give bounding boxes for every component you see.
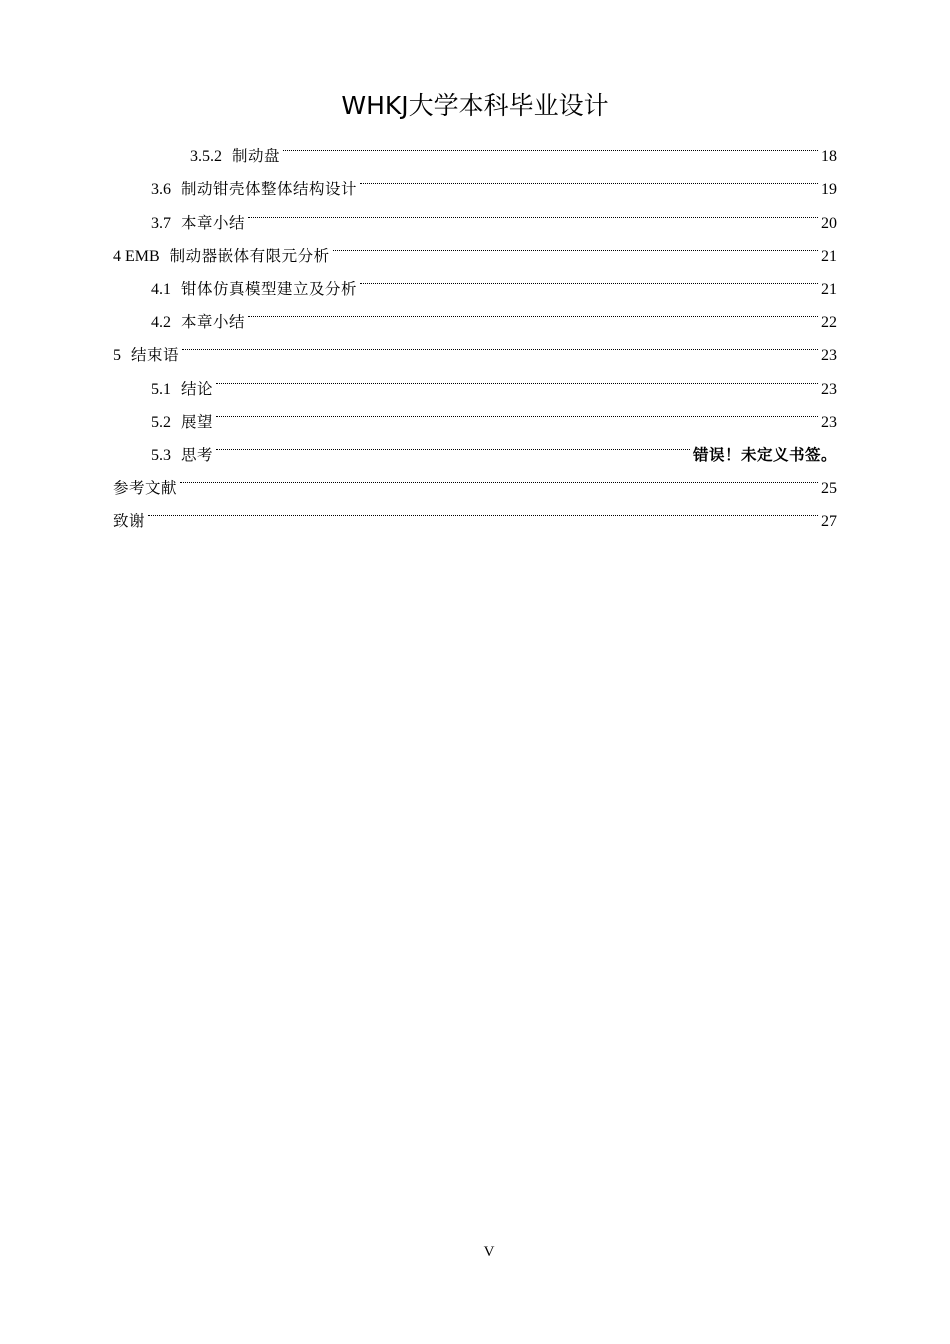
toc-entry-title: 思考	[181, 445, 214, 464]
toc-dot-leader	[248, 294, 818, 327]
toc-entry-page: 21	[821, 247, 837, 265]
toc-dot-leader	[283, 128, 818, 161]
toc-entry-page: 22	[821, 314, 837, 332]
toc-dot-leader	[360, 161, 818, 194]
toc-dot-leader	[182, 327, 818, 360]
toc-dot-leader	[148, 493, 818, 526]
toc-dot-leader	[360, 261, 818, 294]
toc-entry-5-2[interactable]	[113, 394, 837, 431]
page-header-title: WHKJ大学本科毕业设计	[341, 91, 609, 120]
toc-entry-title: 结论	[181, 379, 214, 398]
toc-entry-5-1[interactable]	[113, 360, 837, 398]
footer-page-number: V	[483, 1244, 495, 1260]
toc-entry-title: 钳体仿真模型建立及分析	[181, 279, 358, 298]
toc-entry-title: 制动钳壳体整体结构设计	[181, 180, 358, 199]
toc-entry-title: 参考文献	[113, 479, 178, 498]
toc-entry-number: 5.3	[151, 446, 171, 464]
toc-entry-title: 展望	[181, 412, 214, 431]
toc-entry-5[interactable]	[113, 327, 837, 365]
toc-dot-leader	[216, 427, 690, 460]
toc-entry-number: 4 EMB	[113, 247, 160, 265]
toc-entry-page: 21	[821, 280, 837, 298]
toc-entry-title: 结束语	[131, 346, 180, 365]
toc-bookmark-error: 错误！未定义书签。	[692, 445, 837, 464]
toc-entry-acknowledgements[interactable]	[113, 493, 837, 531]
toc-entry-5-3[interactable]	[113, 427, 837, 464]
toc-dot-leader	[216, 394, 818, 427]
toc-entry-number: 5.2	[151, 413, 171, 431]
toc-entry-number: 3.6	[151, 181, 171, 199]
toc-entry-number: 3.5.2	[190, 148, 222, 166]
toc-entry-title: 本章小结	[181, 213, 246, 232]
toc-entry-title: 制动盘	[232, 147, 281, 166]
toc-entry-page: 20	[821, 214, 837, 232]
toc-entry-page: 27	[821, 513, 837, 531]
toc-dot-leader	[216, 360, 818, 393]
toc-entry-page: 23	[821, 413, 837, 431]
toc-dot-leader	[248, 194, 818, 227]
toc-entry-page: 23	[821, 347, 837, 365]
toc-entry-title: 制动器嵌体有限元分析	[169, 246, 330, 265]
toc-entry-number: 3.7	[151, 214, 171, 232]
toc-entry-references[interactable]	[113, 460, 837, 498]
toc-dot-leader	[333, 228, 818, 261]
toc-entry-title: 本章小结	[181, 313, 246, 332]
toc-entry-number: 4.1	[151, 280, 171, 298]
toc-entry-page: 23	[821, 380, 837, 398]
toc-dot-leader	[180, 460, 818, 493]
toc-entry-number: 5	[113, 347, 121, 365]
toc-entry-number: 4.2	[151, 314, 171, 332]
toc-entry-page: 25	[821, 480, 837, 498]
toc-entry-page: 19	[821, 181, 837, 199]
toc-entry-page: 18	[821, 148, 837, 166]
toc-entry-title: 致谢	[113, 512, 146, 531]
toc-entry-3-5-2[interactable]	[113, 128, 837, 166]
toc-entry-number: 5.1	[151, 380, 171, 398]
table-of-contents	[113, 128, 837, 531]
